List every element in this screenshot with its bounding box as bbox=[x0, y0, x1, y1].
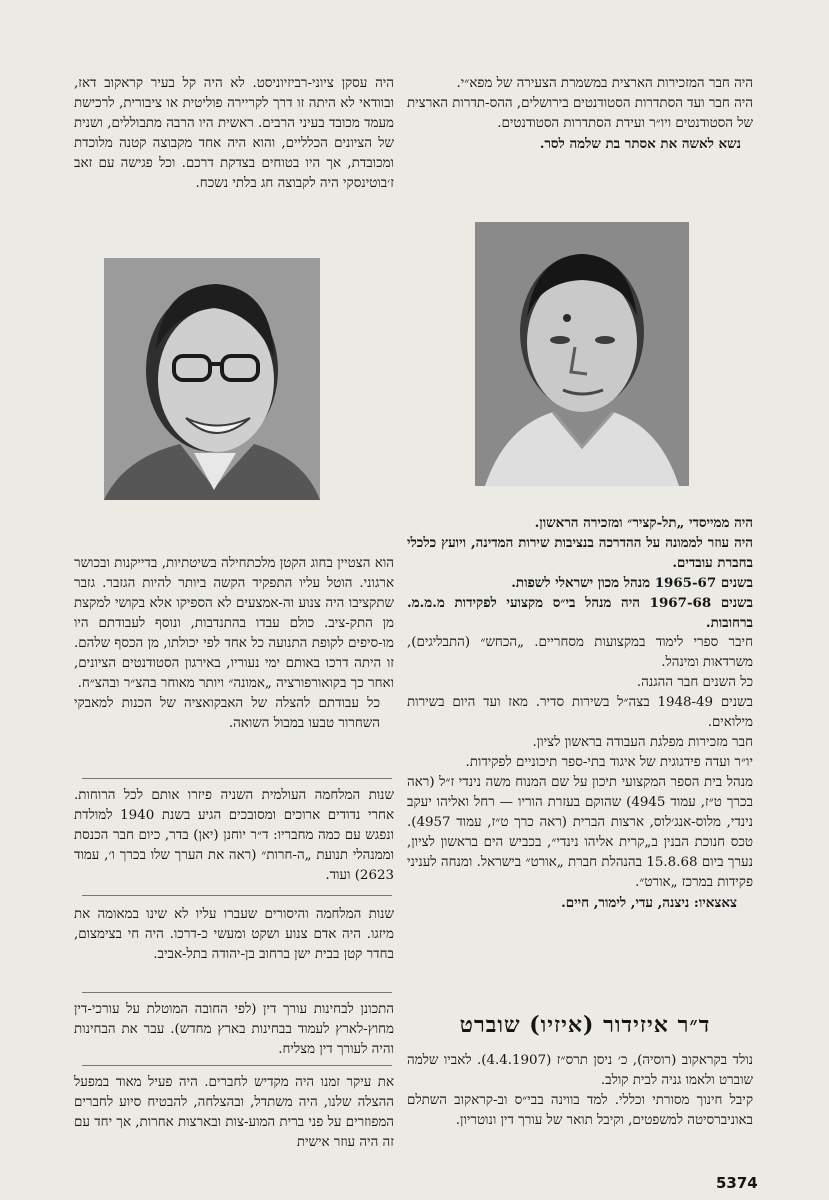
paragraph: חיבר ספרי לימוד במקצועות מסחריים. „הכחש״ (התבליגים), משרדאות ומינהל. bbox=[407, 635, 753, 670]
right-column-bottom bbox=[407, 1051, 753, 1131]
paragraph: שנות המלחמה והיסורים שעברו עליו לא שינו במאומה את מיזגו. היה אדם צנוע ושקט ומעשי כ-דרכו. היה חי בצימצום, בחדר קטן בבית ישן ברחוב בן-יהודה בתל-אביב. bbox=[74, 907, 394, 962]
paragraph: כל עבודתם להצלה של האבקואציה של הכנות למאבקי השחרור טבעו במבול השואה. bbox=[74, 696, 380, 731]
paragraph: נולד בקראקוב (רוסיה), כ׳ ניסן תרס״ז (4.4.1907). לאביו שלמה שוברט ולאמו גניה לבית קולב. bbox=[407, 1053, 753, 1088]
paragraph: בשנים 1965-67 מנהל מכון ישראלי לשפות. bbox=[511, 575, 753, 591]
divider bbox=[82, 778, 392, 779]
entry-heading: ד״ר איזידור (איזיו) שוברט bbox=[459, 1012, 711, 1038]
left-column-section-2 bbox=[74, 786, 394, 886]
portrait-photo-right bbox=[475, 222, 689, 486]
paragraph: היה עסקן ציוני-רביזיוניסט. לא היה קל בעיר קראקוב דאז, ובוודאי לא היתה זו דרך לקריירה פוליטית או ציבורית, לרכישת מעמד מכובד בעיני הרבים. ראשית היו הרבה מתבוללים, ושנית של הציונים הכלליים, והוא היה אחד מקבוצה קטנה מלוכדת ומכובדת, אך היו בטוחים בצדקת דרכם. וכל פגישה עם זאב ז׳בוטינסקי היה לקבוצה חג בלתי נשכח. bbox=[74, 76, 394, 191]
paragraph: מנהל בית הספר המקצועי תיכון על שם המנוח משה נינדי ז״ל (ראה בכרך ט״ז, עמוד 4945) שהוקם בעזרת הוריו — רחל ואליהו יעקב נינדי, מלוס-אנג׳לוס, ארצות הברית (ראה כרך ט״ז, עמוד 4957). טכס חנוכת הבנין ב„קרית אליהו נינדי״, בכביש הים בראשון לציון, נערך ביום 15.8.68 בהנהלת חברת „אורט״ בישראל. ומנחה לעניני פקידות במרכז „אורט״. bbox=[407, 775, 753, 890]
man-portrait-image bbox=[475, 222, 689, 486]
left-column-section-1 bbox=[74, 554, 394, 734]
paragraph: צאצאיו: ניצנה, עדי, לימור, חיים. bbox=[561, 895, 737, 911]
right-column-intro bbox=[407, 74, 753, 154]
left-column-section-3 bbox=[74, 905, 394, 965]
divider bbox=[82, 895, 392, 896]
paragraph: נשא לאשה את אסתר בת שלמה לסר. bbox=[539, 136, 741, 152]
man-with-glasses-portrait-image bbox=[104, 258, 320, 500]
paragraph: הוא הצטיין בחוג הקטן מלכתחילה בשיטתיות, בדייקנות ובכושר ארגוני. הוטל עליו התפקיד הקשה ביותר להיות הגזבר. גזבר שתקציבו היה צנוע וה-אמצעים לא הספיקו אלא בקושי למקצת מן התק-ציב. כולם עבדו בהתנדבות, ונוסף לעבודתם היו מו-סיפים לקופת התנועה כל אחד לפי יכולתו, מן הכסף שלהם. זו היתה דרכו באותם ימי נעוריו, באירגון הסטודנטים הציונים, ואחר כך בקואורפורציה „אמונה״ ויותר מאוחר בהצ״ר ובהצ״ח. bbox=[74, 556, 394, 691]
divider bbox=[82, 1065, 392, 1066]
paragraph: את עיקר זמנו היה מקדיש לחברים. היה פעיל מאוד במפעל ההצלה שלנו, היה משתדל, ובהצלחה, להבטיח סיוע לחברים המפוזרים על פני ברית המוע-צות ובארצות אחרות, אך יחד עם זה היה עוזר אישית bbox=[74, 1075, 394, 1150]
paragraph: יו״ר ועדה פידגוגית של איגוד בתי-ספר תיכוניים לפקידות. bbox=[465, 755, 753, 770]
page-number: 5374 bbox=[716, 1174, 758, 1192]
paragraph: היה חבר המזכירות הארצית במשמרת הצעירה של מפא״י. bbox=[456, 76, 753, 91]
paragraph: בשנים 1948-49 בצה״ל בשירות סדיר. מאז ועד היום בשירות מילואים. bbox=[407, 695, 753, 730]
paragraph: התכונן לבחינות עורך דין (לפי החובה המוטלת על עורכי-דין מחוץ-לארץ לעמוד בבחינות בארץ מחדש). עבר את הבחינות והיה לעורך דין מצליח. bbox=[74, 1002, 394, 1057]
paragraph: היה עוזר לממונה על ההדרכה בנציבות שירות המדינה, ויועץ כלכלי בחברת עובדים. bbox=[407, 535, 753, 571]
portrait-photo-left bbox=[104, 258, 320, 500]
paragraph: כל השנים חבר ההגנה. bbox=[636, 675, 753, 690]
left-column-section-4 bbox=[74, 1000, 394, 1060]
paragraph: היה ממייסדי „תל-קציר״ ומזכירה הראשון. bbox=[534, 515, 753, 531]
paragraph: חבר מזכירות מפלגת העבודה בראשון לציון. bbox=[532, 735, 753, 750]
left-column-intro bbox=[74, 74, 394, 194]
left-column-section-5 bbox=[74, 1073, 394, 1153]
paragraph: בשנים 1967-68 היה מנהל בי״ס מקצועי לפקידות מ.מ.מ. ברחובות. bbox=[407, 595, 753, 631]
paragraph: קיבל חינוך מסורתי וכללי. למד בווינה בבי״ס וב-קראקוב השתלם באוניברסיטה למשפטים, וקיבל תואר של עורך דין ונוטריון. bbox=[407, 1093, 753, 1128]
paragraph: היה חבר ועד הסתדרות הסטודנטים בירושלים, ההס-תדרות הארצית של הסטודנטים ויו״ר ועידת הסתדרות הסטודנטים. bbox=[407, 96, 753, 131]
right-column-biography bbox=[407, 513, 753, 913]
divider bbox=[82, 992, 392, 993]
paragraph: שנות המלחמה העולמית השניה פיזרו אותם לכל הרוחות. אחרי נדודים ארוכים ומסובכים הגיע בשנת 1940 למולדת ונפגש עם כמה מחבריו: ד״ר יוחנן (יאן) בדר, כיום חבר הכנסת וממנהלי תנועת „ה-חרות״ (ראה את הערך שלו בכרך ו׳, עמוד 2623) ועוד. bbox=[74, 788, 394, 883]
